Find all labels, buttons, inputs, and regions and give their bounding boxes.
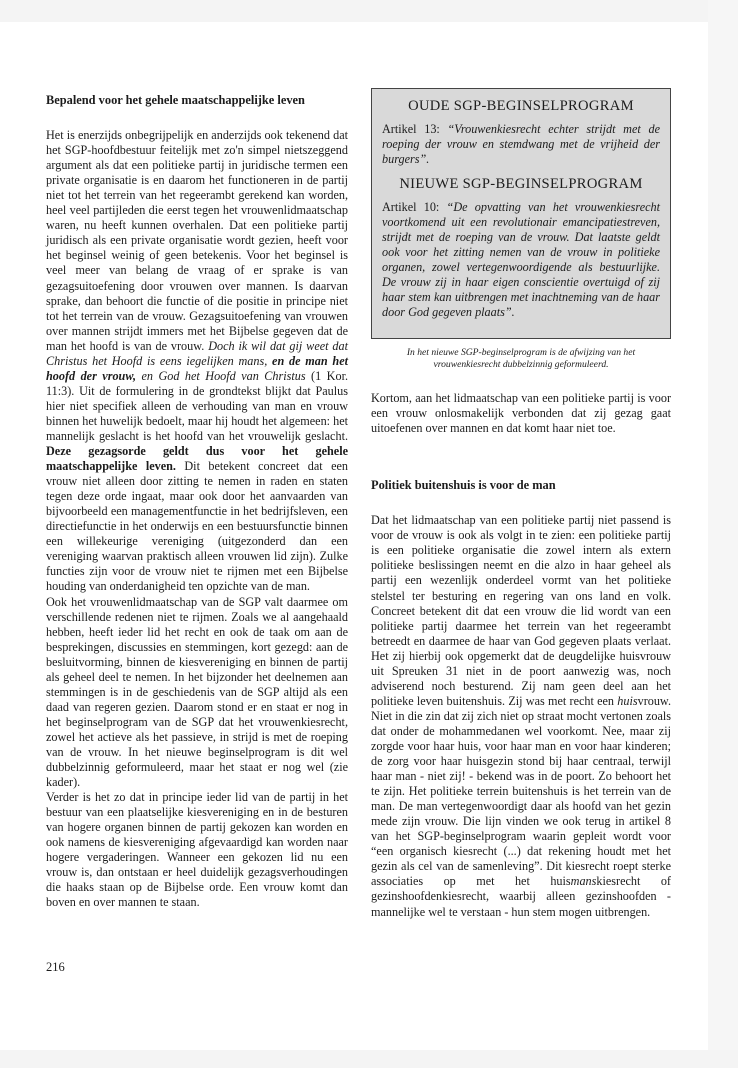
article-quote: “De opvatting van het vrouwenkiesrecht voortkomend uit een revolutionair emancipatiestreven, strijdt met de roeping van de vrouw. Dat laatste geldt ook voor het zitting nemen van de vrouw in politieke organen, zowel vertegenwoordigende als bestuurlijke. De vrouw zij in haar eigen conscientie overtuigd of zij haar stem kan uitbrengen met inachtneming van de haar door God gegeven plaats”. xyxy=(382,200,660,320)
bible-quote-emphasis: en de man het hoofd der vrouw, xyxy=(46,353,348,383)
box-title-new: NIEUWE SGP-BEGINSELPROGRAM xyxy=(399,176,643,193)
article-quote: “Vrouwenkiesrecht echter strijdt met de roeping der vrouw en stemdwang met de vrijheid der burgers”. xyxy=(382,122,660,167)
page-edge-bottom xyxy=(0,1050,738,1068)
text-run: vrouw. Niet in die zin dat zij zich niet op straat mocht vertonen zoals dat onder de mohammedanen wel voorkomt. Nee, maar zij zorgde voor haar huis, voor haar man en voor haar kinderen; de zorg voor haar huisgezin stond bij haar centraal, terwijl haar man - niet zij! - bekend was in de poort. Zo behoort het te zijn. Het politieke terrein buitenshuis is het terrein van de man. De man vertegenwoordigt daar als hoofd van het gezin mede zijn vrouw. Die lijn vinden we ook terug in artikel 8 van het SGP-beginselprogram waarin gepleit wordt voor “een organisch kiesrecht (...) dat rekening houdt met het gezin als cel van de samenleving”. Dit kiesrecht roept sterke associaties op met het huis xyxy=(371,693,671,889)
text-run: Dit betekent concreet dat een vrouw niet alleen door zitting te nemen in raden en staten tegen deze orde ingaat, maar ook door het aanvaarden van bijvoorbeeld een managementfunctie in het bedrijfsleven, een directiefunctie in het onderwijs en een bestuursfunctie binnen een willekeurige vereniging (uitgezonderd dan een vereniging waarvan praktisch alleen vrouwen lid zijn). Zulke functies zijn voor de vrouw niet te rijmen met een Bijbelse houding van onderdanigheid ten opzichte van de man. xyxy=(46,459,348,594)
section-heading: Bepalend voor het gehele maatschappelijke leven xyxy=(46,93,305,107)
bible-quote: Doch ik wil dat gij weet dat Christus het Hoofd is eens iegelijken mans, xyxy=(46,338,348,368)
box-title-old: OUDE SGP-BEGINSELPROGRAM xyxy=(408,98,634,114)
paragraph: Verder is het zo dat in principe ieder lid van de partij in het bestuur van een plaatselijke kiesvereniging en in de besturen van hogere organen binnen de partij gekozen kan worden en ook namens de kiesvereniging afgevaardigd kan worden naar hogere vergaderingen. Wanneer een gekozen lid nu een vrouw is, dan ontstaan er heel duidelijk gezagsverhoudingen die haaks staan op de Bijbelse orde. Een vrouw komt dan boven en over mannen te staan. xyxy=(46,790,348,910)
text-run: Het is enerzijds onbegrijpelijk en anderzijds ook tekenend dat het SGP-hoofdbestuur feitelijk met zo'n simpel nietszeggend argument als dat een politieke partij in juridische termen een private organisatie is en daarom het functioneren in de partij niet tot het terrein van het regeerambt gerekend kan worden, heel veel partijleden die eerst tegen het vrouwenlidmaatschap waren, nu heeft kunnen overhalen. Dat een politieke partij juridisch als een private organisatie wordt gezien, heeft voor het beginsel weinig of geen betekenis. Voor het beginsel is veel meer van belang de vraag of er sprake is van gezagsuitoefening door vrouwen over mannen. Is daarvan sprake, dan behoort die functie of die positie in principe niet tot het terrein van de vrouw. Gezagsuitoefening van vrouwen over mannen strijdt immers met het Bijbelse gegeven dat de man het hoofd is van de vrouw. xyxy=(46,128,348,353)
article-label: Artikel 10: xyxy=(382,200,447,215)
article-10-text xyxy=(382,200,660,320)
box-caption: In het nieuwe SGP-beginselprogram is de afwijzing van het vrouwenkiesrecht dubbelzinnig geformuleerd. xyxy=(406,347,636,371)
program-box xyxy=(371,88,671,339)
section-heading: Politiek buitenshuis is voor de man xyxy=(371,478,556,493)
text-run: (1 Kor. 11:3). Uit de formulering in de grondtekst blijkt dat Paulus hier niet specifiek alleen de verhouding van man en vrouw binnen het huwelijk bedoelt, maar hij houdt het algemeen: het mannelijk geslacht is het hoofd van het vrouwelijk geslacht. xyxy=(46,368,348,443)
right-column xyxy=(371,88,671,920)
page-number: 216 xyxy=(46,960,65,974)
paragraph xyxy=(46,128,348,594)
paragraph xyxy=(371,513,671,919)
bible-quote: en God het Hoofd van Christus xyxy=(136,368,306,383)
text-run: kiesrecht of gezinshoofdenkiesrecht, waarbij alleen gezinshoofden - mannelijke wel te verstaan - hun stem mogen uitbrengen. xyxy=(371,874,671,919)
italic-word: mans xyxy=(570,874,597,889)
paragraph: Ook het vrouwenlidmaatschap van de SGP valt daarmee om verschillende redenen niet te rijmen. Zoals we al aangehaald hebben, heeft ieder lid het recht en ook de taak om aan de besprekingen, discussies en stemmingen, kort gezegd: aan de besluitvorming, binnen de kiesvereniging en binnen de partij als geheel deel te nemen. In het bijzonder het deelnemen aan stemmingen is in de geschiedenis van de SGP altijd als een daad van regeren gezien. Daarom stond er en staat er nog in het beginselprogram van de SGP dat het vrouwenkiesrecht, zowel het actieve als het passieve, in strijd is met de roeping van de vrouw. In het nieuwe beginselprogram is dit wel dubbelzinnig geformuleerd, maar het staat er nog wel (zie kader). xyxy=(46,594,348,790)
text-run: Dat het lidmaatschap van een politieke partij niet passend is voor de vrouw is ook als volgt in te zien: een politieke partij is een politieke organisatie die zowel intern als extern politieke beslissingen neemt en die alzo in haar geheel als partij een wezenlijk onderdeel vormt van het politieke stelstel ter besturing en regering van ons land en volk. Concreet betekent dit dat een vrouw die lid wordt van een politieke partij daarmee het terrein van het regeerambt betreedt en daarmee de haar van God gegeven plaats verlaat. Het zij hierbij ook opgemerkt dat de deugdelijke huisvrouw uit Spreuken 31 niet in de poort aanwezig was, noch adviserend noch besturend. Zij nam geen deel aan het politieke leven buitenshuis. Zij was met recht een xyxy=(371,513,671,708)
page-edge-right xyxy=(708,0,738,1068)
left-column xyxy=(46,93,348,910)
paragraph: Kortom, aan het lidmaatschap van een politieke partij is voor een vrouw onlosmakelijk verbonden dat zij gezag gaat uitoefenen over mannen en dat komt haar niet toe. xyxy=(371,391,671,436)
italic-word: huis xyxy=(617,693,638,708)
article-label: Artikel 13: xyxy=(382,122,448,137)
bold-statement: Deze gezagsorde geldt dus voor het gehele maatschappelijke leven. xyxy=(46,444,348,474)
page-edge-top xyxy=(0,0,738,22)
article-13-text xyxy=(382,122,660,167)
